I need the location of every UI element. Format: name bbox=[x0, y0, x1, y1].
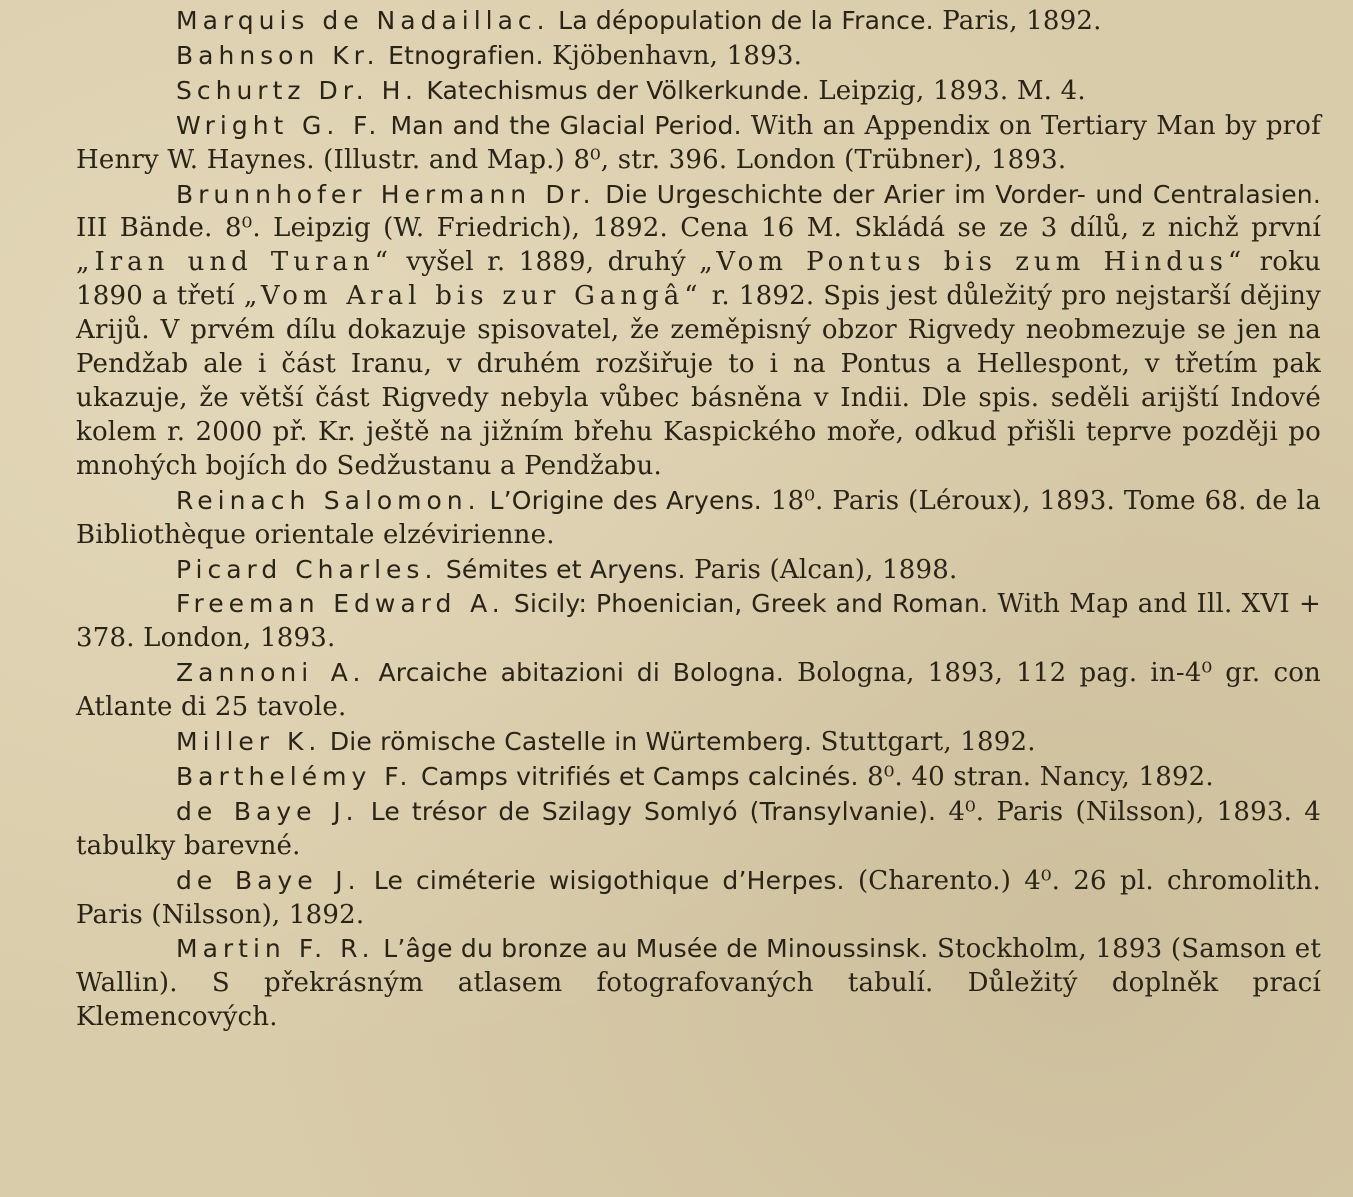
entry-title: Die römische Castelle in Würtemberg. bbox=[329, 727, 813, 757]
entry-author: Freeman Edward A. bbox=[176, 589, 505, 619]
entry-author: Wright G. F. bbox=[176, 110, 382, 140]
entry-title: Le trésor de Szilagy Somlyó (Transylvanie). bbox=[370, 796, 937, 826]
bibliography-list bbox=[76, 4, 1321, 1035]
entry-author: Brunnhofer Hermann Dr. bbox=[176, 179, 596, 209]
entry-author: Miller K. bbox=[176, 727, 322, 757]
entry-author: de Baye J. bbox=[176, 796, 359, 826]
entry-annotation: Skládá se ze 3 dílů, z nichž první bbox=[854, 213, 1321, 244]
entry-details: Stuttgart, 1892. bbox=[820, 727, 1036, 758]
bibliography-entry bbox=[76, 932, 1321, 1035]
entry-details: With Map and Ill. XVI + 378. London, 1893. bbox=[76, 589, 1321, 654]
bibliography-entry bbox=[76, 178, 1321, 484]
entry-details: Stockholm, 1893 (Samson et Wallin). S překrásným atlasem fotografovaných tabulí. Důležitý doplněk prací Klemencových. bbox=[76, 934, 1321, 1033]
entry-author: Bahnson Kr. bbox=[176, 40, 380, 70]
bibliography-entry bbox=[76, 587, 1321, 656]
entry-details: 4⁰. Paris (Nilsson), 1893. 4 tabulky barevné. bbox=[76, 796, 1322, 861]
entry-author: Picard Charles. bbox=[176, 554, 438, 584]
entry-details: III Bände. 8⁰. Leipzig (W. Friedrich), 1892. Cena 16 M. bbox=[76, 213, 843, 244]
entry-title: Etnografien. bbox=[388, 40, 544, 70]
entry-author: Barthelémy F. bbox=[176, 761, 413, 791]
bibliography-entry bbox=[76, 39, 1321, 74]
entry-details: 18⁰. Paris (Léroux), 1893. Tome 68. de la Bibliothèque orientale elzévirienne. bbox=[76, 485, 1321, 550]
entry-author: Zannoni A. bbox=[176, 658, 366, 688]
entry-part-title: „Iran und Turan“ bbox=[76, 247, 393, 278]
bibliography-entry bbox=[76, 760, 1321, 795]
entry-author: Marquis de Nadaillac. bbox=[176, 6, 550, 35]
bibliography-entry bbox=[76, 795, 1321, 864]
entry-title: Katechismus der Völkerkunde. bbox=[426, 75, 810, 105]
entry-part-title: „Vom Aral bis zur Gangâ“ bbox=[243, 281, 703, 312]
bibliography-entry bbox=[76, 74, 1321, 109]
entry-details: Bologna, 1893, 112 pag. in-4⁰ gr. con Atlante di 25 tavole. bbox=[76, 658, 1322, 723]
bibliography-entry bbox=[76, 109, 1321, 178]
entry-details: 8⁰. 40 stran. Nancy, 1892. bbox=[867, 761, 1214, 792]
entry-author: Martin F. R. bbox=[176, 934, 375, 964]
entry-annotation: r. 1892. Spis jest důležitý pro nejstarší dějiny Arijů. V prvém dílu dokazuje spisovatel, že zeměpisný obzor Rigvedy neobmezuje se jen na Pendžab ale i část Iranu, v druhém rozšiřuje to i na Pontus a Hellespont, v třetím pak ukazuje, že větší část Rigvedy nebyla vůbec básněna v Indii. Dle spis. seděli arijští Indové kolem r. 2000 př. Kr. ještě na jižním břehu Kaspického moře, odkud přišli teprve později po mnohých bojích do Sedžustanu a Pendžabu. bbox=[76, 281, 1321, 481]
entry-author: Schurtz Dr. H. bbox=[176, 75, 418, 105]
entry-title: Sémites et Aryens. bbox=[445, 554, 686, 584]
entry-author: de Baye J. bbox=[176, 865, 361, 895]
entry-title: Sicily: Phoenician, Greek and Roman. bbox=[513, 589, 989, 619]
entry-details: With an Appendix on Tertiary Man by prof Henry W. Haynes. (Illustr. and Map.) 8⁰, str. 396. London (Trübner), 1893. bbox=[76, 110, 1321, 175]
entry-details: (Charento.) 4⁰. 26 pl. chromolith. Paris (Nilsson), 1892. bbox=[76, 865, 1322, 930]
entry-details: Kjöbenhavn, 1893. bbox=[552, 40, 803, 71]
bibliography-entry bbox=[76, 484, 1321, 553]
bibliography-entry bbox=[76, 725, 1321, 760]
entry-title: Camps vitrifiés et Camps calcinés. bbox=[420, 761, 859, 791]
entry-annotation: roku 1890 a třetí bbox=[76, 247, 1322, 312]
entry-details: Paris, 1892. bbox=[942, 6, 1102, 36]
bibliography-entry bbox=[76, 4, 1321, 39]
bibliography-entry bbox=[76, 553, 1321, 588]
entry-title: L’Origine des Aryens. bbox=[489, 485, 762, 515]
entry-title: Arcaiche abitazioni di Bologna. bbox=[378, 658, 785, 688]
entry-title: Man and the Glacial Period. bbox=[390, 110, 742, 140]
entry-author: Reinach Salomon. bbox=[176, 485, 481, 515]
entry-title: Le ciméterie wisigothique d’Herpes. bbox=[373, 865, 845, 895]
entry-details: Paris (Alcan), 1898. bbox=[694, 554, 958, 585]
entry-title: Die Urgeschichte der Arier im Vorder- und Centralasien. bbox=[605, 179, 1321, 209]
entry-annotation: vyšel r. 1889, druhý bbox=[406, 247, 686, 278]
entry-title: L’âge du bronze au Musée de Minoussinsk. bbox=[383, 934, 929, 964]
bibliography-entry bbox=[76, 864, 1321, 933]
entry-details: Leipzig, 1893. M. 4. bbox=[818, 75, 1086, 106]
entry-title: La dépopulation de la France. bbox=[558, 6, 934, 35]
entry-part-title: „Vom Pontus bis zum Hindus“ bbox=[699, 247, 1247, 278]
bibliography-entry bbox=[76, 656, 1321, 725]
